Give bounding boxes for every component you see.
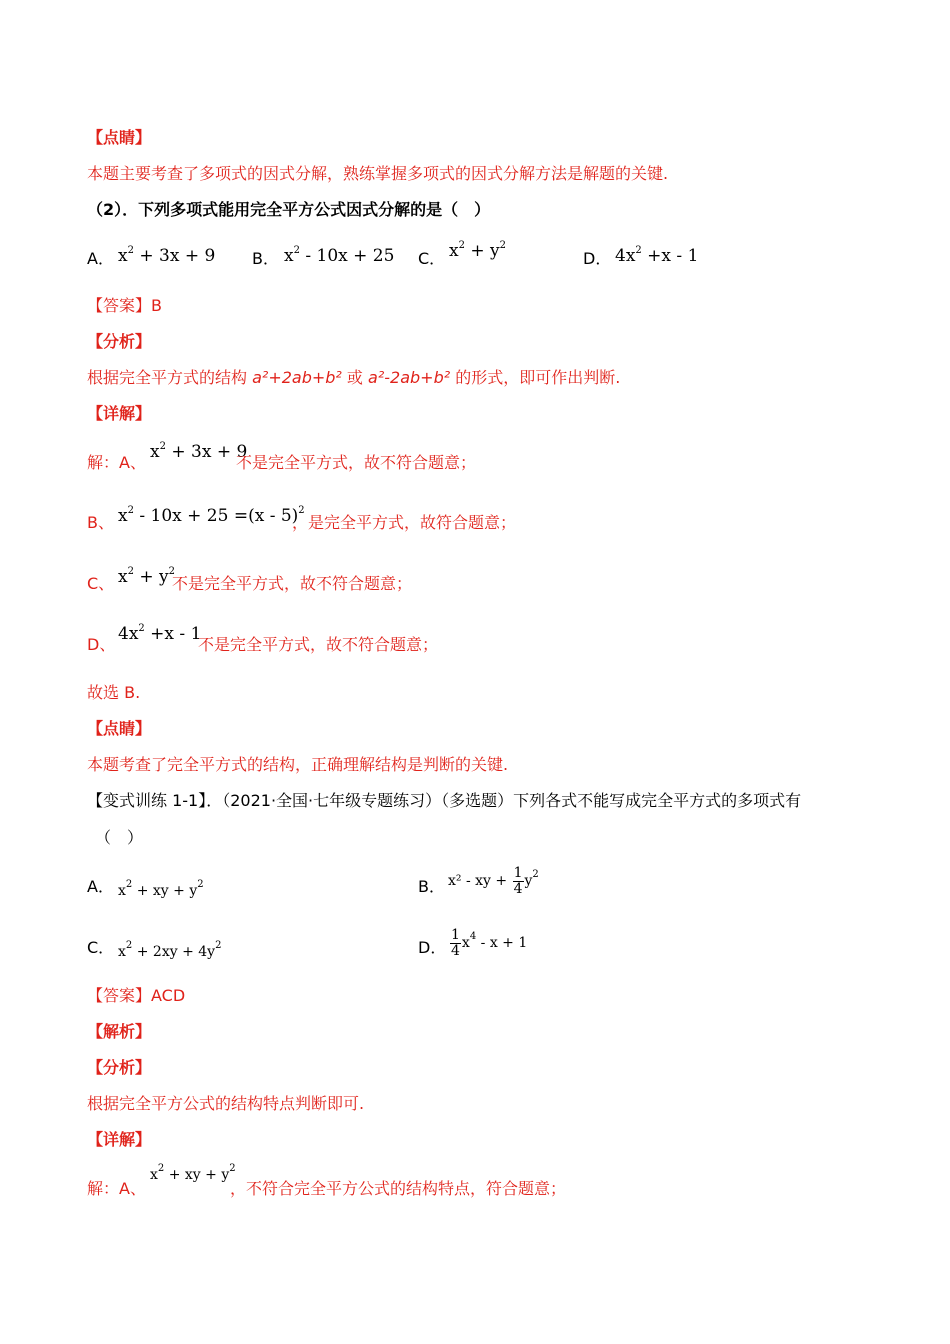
option-d-label: D．	[583, 249, 612, 268]
detail-c-expr: $x^2 + y^2$	[118, 566, 175, 587]
option-b-expr: $x^2 - 10x + 25$	[284, 245, 395, 266]
option-a-label: A．	[87, 249, 114, 268]
detail-d-text: 不是完全平方式，故不符合题意；	[198, 635, 439, 654]
variant-option-c-expr: $x^2 + 2xy + 4y^2$	[118, 940, 222, 960]
option-a-expr: $x^2 + 3x + 9$	[118, 245, 216, 266]
detail-b-prefix: B、	[87, 513, 114, 532]
option-c-label: C．	[418, 249, 446, 268]
detail-b-text: ，是完全平方式，故符合题意；	[292, 513, 517, 532]
dianjing-text-2: 本题考查了完全平方式的结构，正确理解结构是判断的关键.	[87, 755, 509, 774]
variant-detail-heading: 【详解】	[87, 1130, 152, 1149]
analysis-text: 根据完全平方式的结构 a²+2ab+b² 或 a²-2ab+b² 的形式，即可作出判断.	[87, 368, 621, 387]
option-d-expr: $4x^2 +x - 1$	[615, 245, 699, 266]
detail-a-expr: $x^2 + 3x + 9$	[150, 441, 248, 462]
dianjing-text: 本题主要考查了多项式的因式分解，熟练掌握多项式的因式分解方法是解题的关键.	[87, 164, 669, 183]
detail-d-expr: $4x^2 +x - 1$	[118, 623, 202, 644]
variant-option-d-expr: $\frac{1}{4}$ $x^4 - x + 1$	[451, 926, 528, 959]
variant-option-c-label: C．	[87, 938, 115, 957]
conclusion: 故选 B.	[87, 683, 141, 702]
detail-b-expr: $x^2 - 10x + 25 =(x - 5)^2$	[118, 505, 305, 526]
detail-a-prefix: 解：A、	[87, 453, 146, 472]
variant-option-b-expr: x² - xy + $\frac{1}{4}$ $y^2$	[448, 864, 539, 897]
variant-option-a-label: A．	[87, 877, 114, 896]
variant-analysis-heading: 【分析】	[87, 1058, 152, 1077]
answer-q2: 【答案】B	[87, 296, 162, 315]
variant-jiexi-heading: 【解析】	[87, 1022, 152, 1041]
variant-option-b-label: B．	[418, 877, 445, 896]
variant-detail-a-text: ，不符合完全平方公式的结构特点，符合题意；	[230, 1179, 567, 1198]
variant-option-a-expr: $x^2$ + xy + $y^2$	[118, 879, 204, 899]
variant-stem: 【变式训练 1-1】．（2021·全国·七年级专题练习）（多选题）下列各式不能写成完全平方式的多项式有	[87, 791, 802, 810]
dianjing-heading-2: 【点睛】	[87, 719, 152, 738]
dianjing-heading: 【点睛】	[87, 128, 152, 147]
detail-c-text: 不是完全平方式，故不符合题意；	[172, 574, 413, 593]
question-2-stem: （2）．下列多项式能用完全平方公式因式分解的是（ ）	[87, 200, 491, 219]
detail-a-text: 不是完全平方式，故不符合题意；	[236, 453, 477, 472]
detail-d-prefix: D、	[87, 635, 116, 654]
variant-detail-a-prefix: 解：A、	[87, 1179, 146, 1198]
variant-analysis-text: 根据完全平方公式的结构特点判断即可.	[87, 1094, 365, 1113]
analysis-heading: 【分析】	[87, 332, 152, 351]
variant-option-d-label: D．	[418, 938, 447, 957]
variant-detail-a-expr: $x^2$ + xy + $y^2$	[150, 1163, 236, 1183]
option-b-label: B．	[252, 249, 279, 268]
option-c-expr: $x^2 + y^2$	[449, 240, 506, 261]
detail-c-prefix: C、	[87, 574, 115, 593]
variant-stem-paren: （ ）	[95, 828, 144, 847]
detail-heading: 【详解】	[87, 404, 152, 423]
variant-answer: 【答案】ACD	[87, 986, 186, 1005]
